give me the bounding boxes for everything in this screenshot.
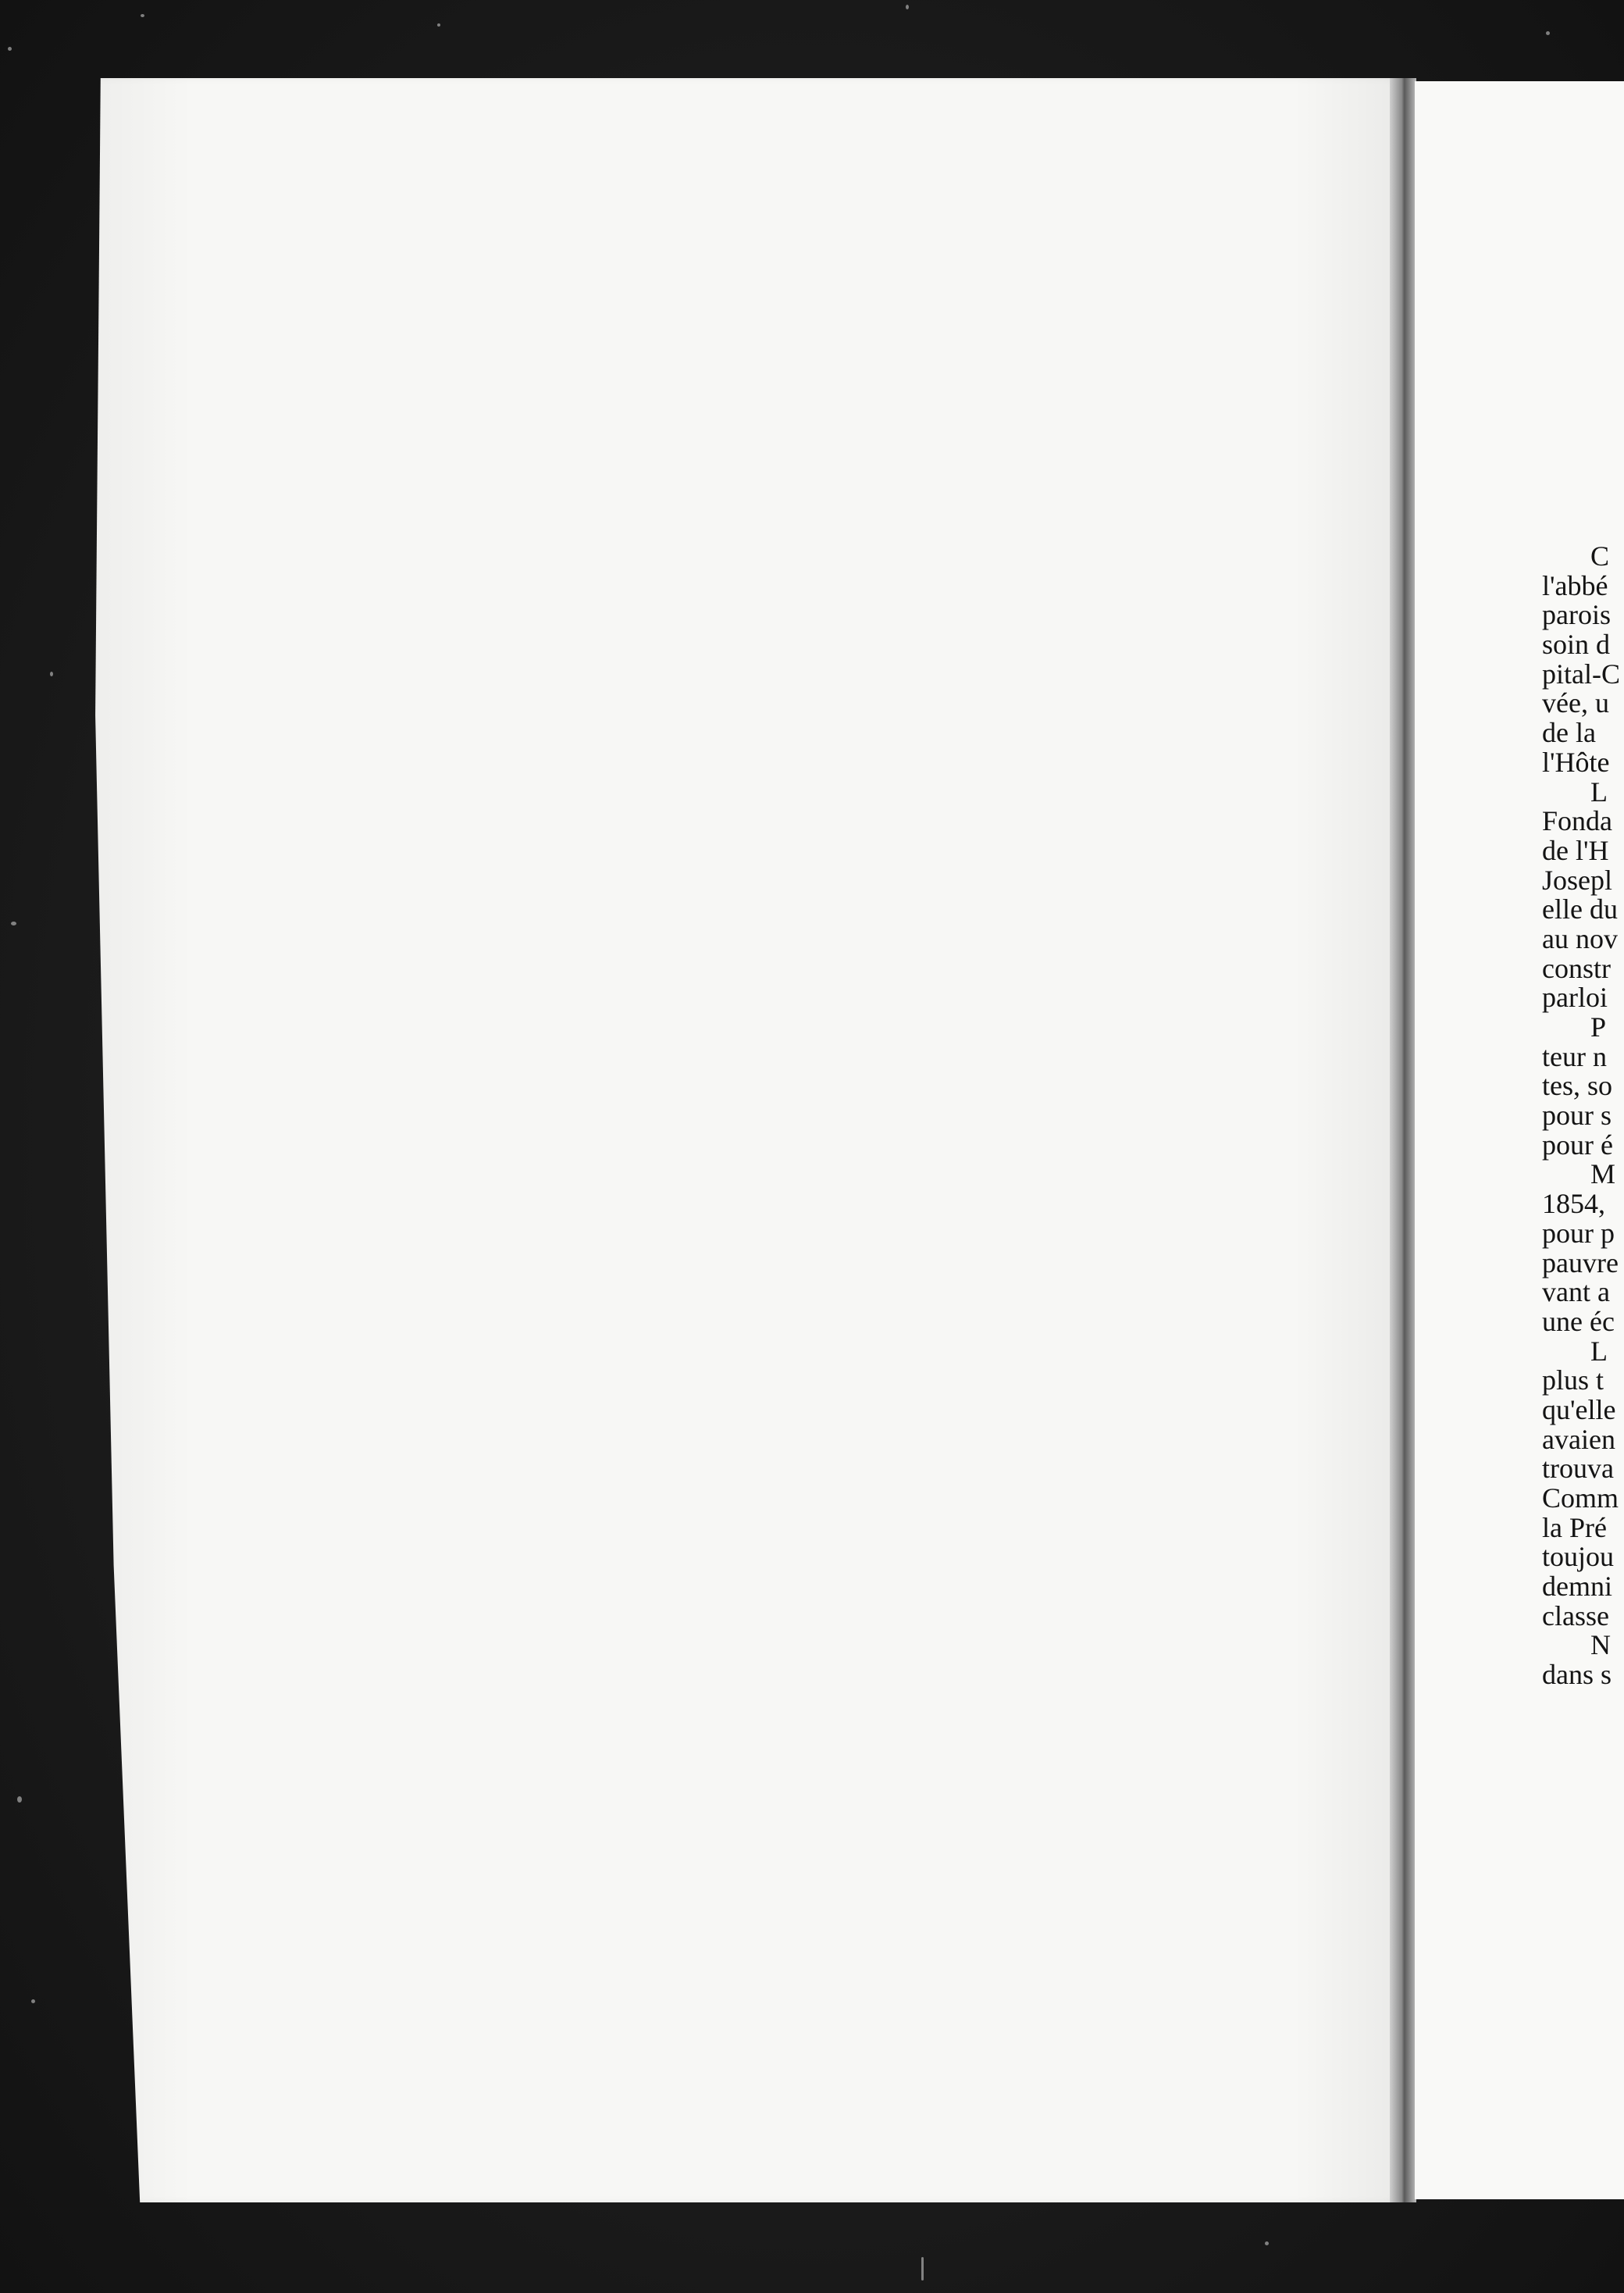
text-line: pital-C (1542, 658, 1620, 690)
book-gutter (1390, 78, 1416, 2202)
text-line: parloi (1542, 982, 1608, 1014)
text-line: L (1590, 776, 1608, 808)
text-line: Fonda (1542, 805, 1612, 837)
dust-speck (437, 23, 440, 27)
text-line: Comm (1542, 1482, 1619, 1514)
text-line: teur n (1542, 1040, 1607, 1072)
dust-speck (1546, 31, 1550, 35)
text-line: L (1590, 1335, 1608, 1367)
right-page-text (1542, 542, 1624, 1690)
text-line: 1854, (1542, 1188, 1605, 1220)
text-line: pour s (1542, 1100, 1612, 1132)
text-line: la Pré (1542, 1511, 1607, 1543)
text-line: trouva (1542, 1453, 1614, 1485)
text-line: toujou (1542, 1541, 1615, 1573)
text-line: pauvre (1542, 1246, 1619, 1278)
text-line: l'Hôte (1542, 746, 1610, 778)
dust-speck (1265, 2241, 1269, 2245)
text-line: vant a (1542, 1276, 1610, 1308)
text-line: parois (1542, 599, 1611, 631)
text-line: tes, so (1542, 1070, 1612, 1102)
text-line: pour é (1542, 1129, 1613, 1161)
text-line: pour p (1542, 1217, 1615, 1249)
text-line: demni (1542, 1571, 1612, 1603)
dust-speck (8, 47, 12, 51)
dust-speck (921, 2257, 924, 2281)
text-line: elle du (1542, 893, 1618, 925)
dust-speck (906, 5, 909, 9)
text-line: de la (1542, 717, 1596, 749)
text-line: classe (1542, 1599, 1609, 1631)
text-line: une éc (1542, 1305, 1615, 1337)
text-line: constr (1542, 952, 1611, 984)
text-line: avaien (1542, 1423, 1615, 1455)
text-line: vée, u (1542, 687, 1609, 719)
text-line: P (1590, 1011, 1607, 1043)
right-page (1415, 81, 1624, 2199)
text-line: qu'elle (1542, 1393, 1616, 1425)
text-line: au nov (1542, 922, 1618, 954)
text-line: C (1590, 540, 1610, 572)
text-line: N (1590, 1629, 1611, 1661)
text-line: plus t (1542, 1364, 1604, 1396)
text-line: de l'H (1542, 834, 1609, 866)
text-line: dans s (1542, 1659, 1612, 1691)
dust-speck (11, 922, 16, 925)
text-line: M (1590, 1158, 1616, 1190)
text-line: Josepl (1542, 864, 1612, 896)
text-line: soin d (1542, 629, 1611, 661)
dust-speck (50, 672, 53, 676)
dust-speck (141, 14, 144, 17)
dust-speck (31, 1999, 35, 2003)
text-line: l'abbé (1542, 569, 1608, 601)
dust-speck (17, 1796, 22, 1803)
left-page-blank (87, 78, 1399, 2202)
